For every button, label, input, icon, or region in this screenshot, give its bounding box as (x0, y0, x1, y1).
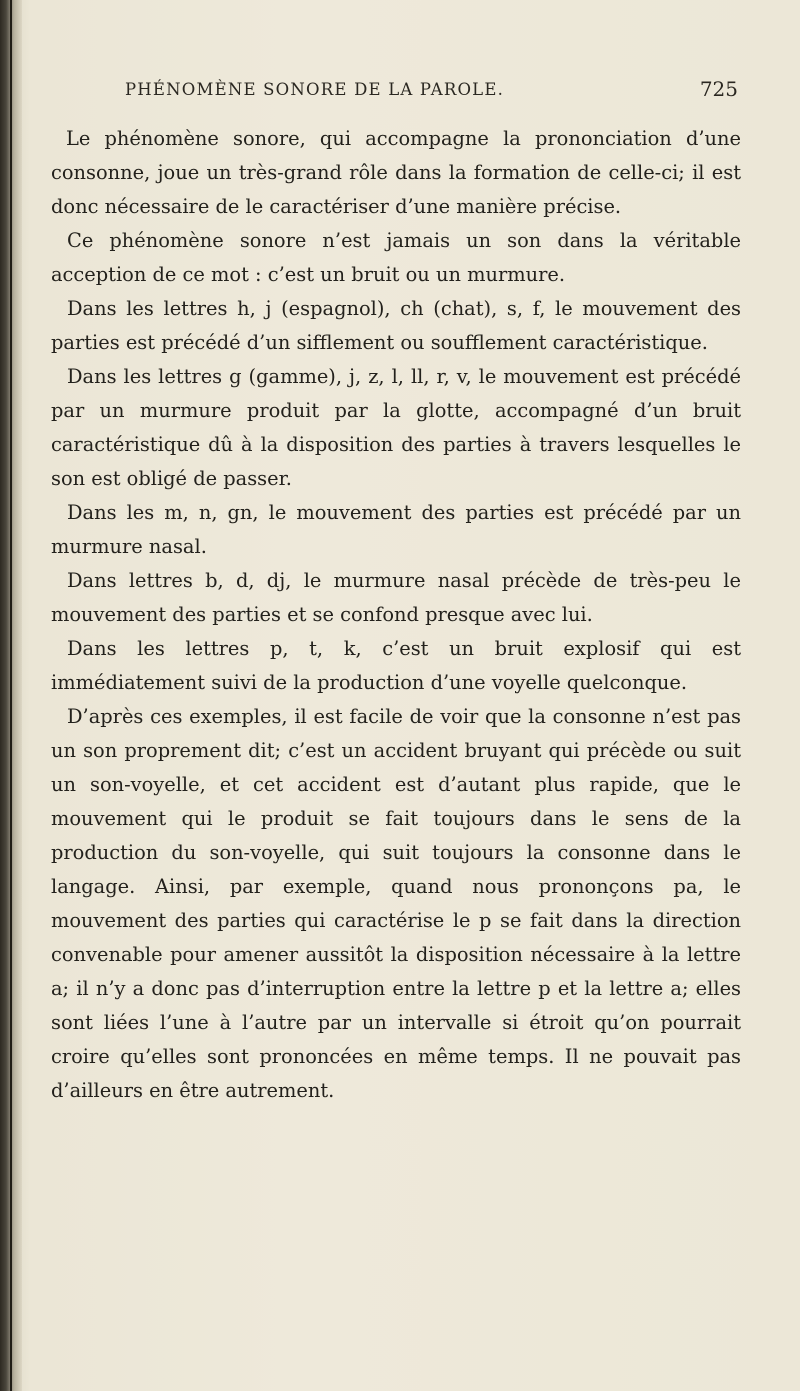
paragraph-1: Le phénomène sonore, qui accompagne la prononciation d’une consonne, joue un très-grand rôle dans la formation de celle-ci; il est donc nécessaire de le caractériser d’une manière précise. (51, 127, 741, 218)
paragraph-7: Dans les lettres p, t, k, c’est un bruit explosif qui est immédiatement suivi de la production d’une voyelle quelconque. (51, 637, 741, 694)
paragraph-2: Ce phénomène sonore n’est jamais un son dans la véritable acception de ce mot : c’est un bruit ou un murmure. (51, 229, 741, 286)
book-gutter (0, 0, 22, 1391)
gutter-line (10, 0, 12, 1391)
paragraph-8: D’après ces exemples, il est facile de voir que la consonne n’est pas un son proprement dit; c’est un accident bruyant qui précède ou suit un son-voyelle, et cet accident est d’autant plus rapide, que le mouvement qui le produit se fait toujours dans le sens de la production du son-voyelle, qui suit toujours la consonne dans le langage. Ainsi, par exemple, quand nous prononçons pa, le mouvement des parties qui caractérise le p se fait dans la direction convenable pour amener aussitôt la disposition nécessaire à la lettre a; il n’y a donc pas d’interruption entre la lettre p et la lettre a; elles sont liées l’une à l’autre par un intervalle si étroit qu’on pourrait croire qu’elles sont prononcées en même temps. Il ne pouvait pas d’ailleurs en être autrement. (51, 705, 741, 1102)
running-header: PHÉNOMÈNE SONORE DE LA PAROLE. (125, 80, 505, 99)
paragraph-4: Dans les lettres g (gamme), j, z, l, ll, r, v, le mouvement est précédé par un murmure produit par la glotte, accompagné d’un bruit caractéristique dû à la disposition des parties à travers lesquelles le son est obligé de passer. (51, 365, 741, 490)
page-number: 725 (699, 77, 738, 101)
body-text (51, 122, 741, 1108)
paragraph-3: Dans les lettres h, j (espagnol), ch (chat), s, f, le mouvement des parties est précédé d’un sifflement ou soufflement caractéristique. (51, 297, 741, 354)
paragraph-6: Dans lettres b, d, dj, le murmure nasal précède de très-peu le mouvement des parties et se confond presque avec lui. (51, 569, 741, 626)
paragraph-5: Dans les m, n, gn, le mouvement des parties est précédé par un murmure nasal. (51, 501, 741, 558)
